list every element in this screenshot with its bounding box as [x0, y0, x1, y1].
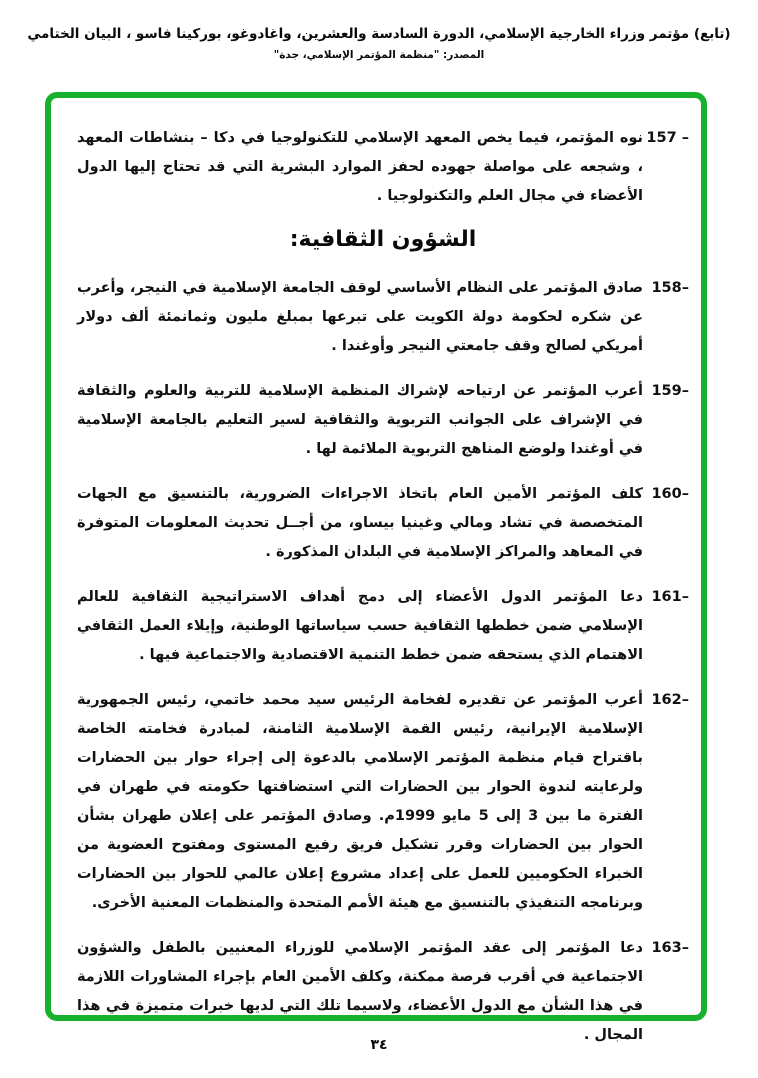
paragraph-157	[77, 124, 689, 211]
paragraph-158	[77, 274, 689, 361]
header-source: المصدر: "منظمة المؤتمر الإسلامي، جدة"	[273, 49, 485, 61]
paragraph-text: دعا المؤتمر الدول الأعضاء إلى دمج أهداف الاستراتيجية الثقافية للعالم الإسلامي ضمن خططها الثقافية حسب سياساتها الوطنية، وإيلاء العمل الثقافي الاهتمام الذي يستحقه ضمن خطط التنمية الاقتصادية والاجتماعية فيها .	[77, 589, 643, 663]
paragraph-162	[77, 686, 689, 918]
paragraph-161	[77, 583, 689, 670]
paragraph-number: 162–	[651, 692, 689, 708]
paragraph-number: 157 –	[646, 130, 689, 146]
paragraph-text: أعرب المؤتمر عن تقديره لفخامة الرئيس سيد محمد خاتمي، رئيس الجمهورية الإسلامية الإيرانية، رئيس القمة الإسلامية الثامنة، لمبادرة فخامته الخاصة باقتراح قيام منظمة المؤتمر الإسلامي بالدعوة إلى إجراء حوار بين الحضارات ولرعايته لندوة الحوار بين الحضارات التي استضافتها حكومته في طهران في الفترة ما بين 3 إلى 5 مايو 1999م. وصادق المؤتمر على إعلان طهران بشأن الحوار بين الحضارات وقرر تشكيل فريق رفيع المستوى ومفتوح العضوية من الخبراء الحكوميين للعمل على إعداد مشروع إعلان عالمي للحوار بين الحضارات وبرنامجه التنفيذي بالتنسيق مع هيئة الأمم المتحدة والمنظمات المعنية الأخرى.	[77, 692, 643, 911]
paragraph-text: كلف المؤتمر الأمين العام باتخاذ الاجراءات الضرورية، بالتنسيق مع الجهات المتخصصة في تشاد ومالي وغينيا بيساو، من أجــل تحديث المعلومات المتوفرة في المعاهد والمراكز الإسلامية في البلدان المذكورة .	[77, 486, 643, 560]
paragraph-text: صادق المؤتمر على النظام الأساسي لوقف الجامعة الإسلامية في النيجر، وأعرب عن شكره لحكومة دولة الكويت على تبرعها بمبلغ مليون وثمانمئة ألف دولار أمريكي لصالح وقف جامعتي النيجر وأوغندا .	[77, 280, 643, 354]
page-number: ٣٤	[370, 1037, 388, 1053]
paragraph-159	[77, 377, 689, 464]
page-header	[0, 26, 758, 61]
header-title: (تابع) مؤتمر وزراء الخارجية الإسلامي، الدورة السادسة والعشرين، واغادوغو، بوركينا فاسو ، البيان الختامي	[27, 26, 731, 42]
paragraph-number: 159–	[651, 383, 689, 399]
paragraph-text: نوه المؤتمر، فيما يخص المعهد الإسلامي للتكنولوجيا في دكا – بنشاطات المعهد ، وشجعه على مواصلة جهوده لحفز الموارد البشرية التي قد تحتاج إليها الدول الأعضاء في مجال العلم والتكنولوجيا .	[77, 130, 643, 204]
paragraph-160	[77, 480, 689, 567]
paragraph-text: دعا المؤتمر إلى عقد المؤتمر الإسلامي للوزراء المعنيين بالطفل والشؤون الاجتماعية في أقرب فرصة ممكنة، وكلف الأمين العام بإجراء المشاورات اللازمة في هذا الشأن مع الدول الأعضاء، ولاسيما تلك التي لديها خبرات متميزة في هذا المجال .	[77, 940, 643, 1043]
section-heading: الشؤون الثقافية:	[289, 227, 477, 252]
paragraph-number: 163–	[651, 940, 689, 956]
paragraph-text: أعرب المؤتمر عن ارتياحه لإشراك المنظمة الإسلامية للتربية والعلوم والثقافة في الإشراف على الجوانب التربوية والثقافية لسير التعليم بالجامعة الإسلامية في أوغندا ولوضع المناهج التربوية الملائمة لها .	[77, 383, 643, 457]
content-frame	[45, 92, 707, 1043]
paragraph-number: 158–	[651, 280, 689, 296]
page-footer	[0, 1034, 758, 1053]
paragraph-number: 160–	[651, 486, 689, 502]
paragraph-163	[77, 934, 689, 1050]
paragraph-number: 161–	[651, 589, 689, 605]
